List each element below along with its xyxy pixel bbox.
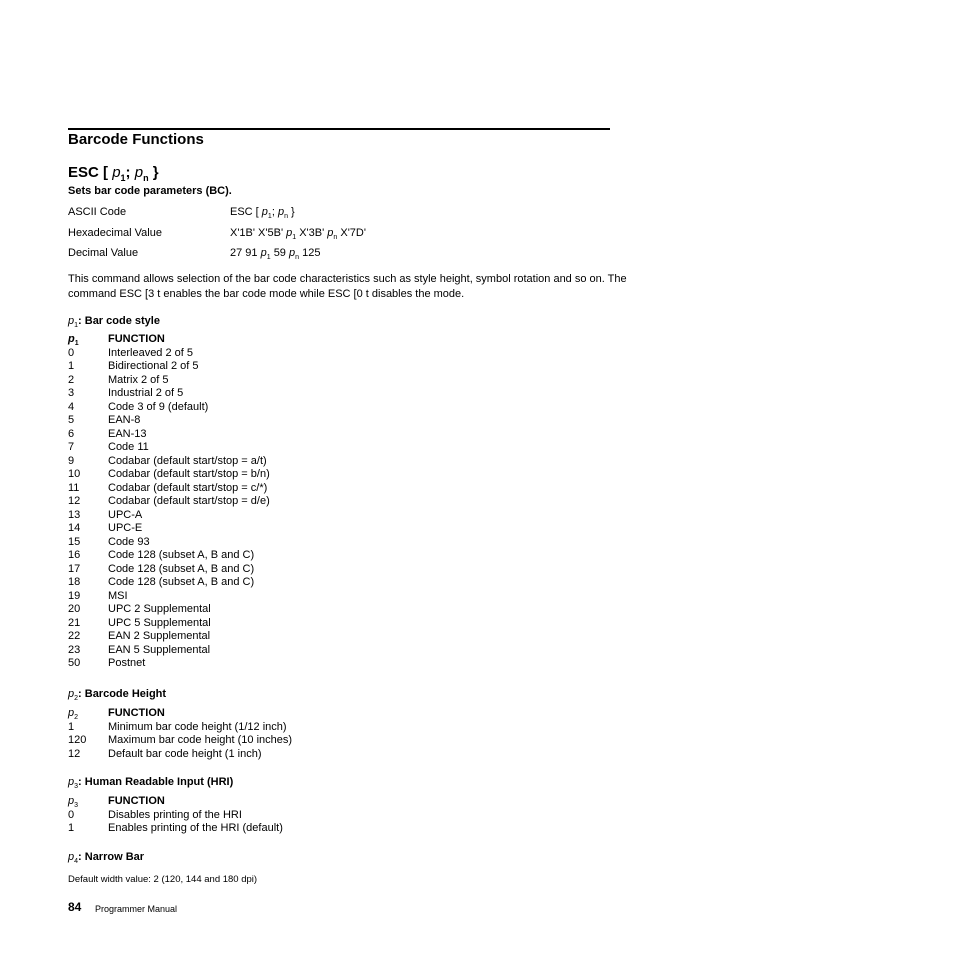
p1-row-value: 19 — [68, 589, 81, 602]
footer-manual-title: Programmer Manual — [95, 904, 178, 914]
p3-table-rows — [68, 809, 283, 836]
p1-row-function: Code 128 (subset A, B and C) — [108, 562, 255, 575]
ascii-pn: p — [277, 206, 285, 218]
p3-row-value: 0 — [68, 808, 75, 821]
ascii-value — [230, 205, 295, 219]
p3-table-row — [68, 822, 283, 836]
p2-table-rows — [68, 721, 292, 762]
dec-mid: 59 — [273, 247, 286, 259]
p3-row-value: 1 — [68, 822, 75, 834]
p1-row-function: EAN-13 — [108, 427, 147, 440]
p1-table-col1 — [68, 333, 108, 347]
ascii-sep: ; — [271, 206, 275, 218]
dec-p1: p — [260, 247, 267, 259]
p1-row-value: 3 — [68, 387, 75, 399]
hex-value — [230, 226, 366, 240]
p1-row-function: UPC-E — [108, 522, 143, 534]
hex-p1: p — [286, 227, 293, 239]
p1-row-value: 15 — [68, 535, 81, 548]
p1-heading-param: p — [68, 315, 75, 327]
hex-pre: X'1B' X'5B' — [230, 227, 284, 239]
p2-table-row — [68, 734, 292, 748]
p1-table-row — [68, 617, 270, 631]
p1-table-row — [68, 590, 270, 604]
p1-row-function: Codabar (default start/stop = b/n) — [108, 468, 270, 480]
p1-table-row — [68, 536, 270, 550]
p1-table-row — [68, 387, 270, 401]
p1-row-value: 6 — [68, 427, 75, 440]
p1-row-value: 11 — [68, 481, 80, 494]
p1-col1-text: p — [68, 333, 75, 345]
p1-table-row — [68, 644, 270, 658]
p1-row-function: Industrial 2 of 5 — [108, 387, 184, 399]
dec-post: 125 — [302, 247, 321, 259]
command-pn-sub: n — [143, 173, 149, 183]
p1-row-function: Codabar (default start/stop = c/*) — [108, 481, 268, 494]
p2-table-row — [68, 721, 292, 735]
p2-row-function: Default bar code height (1 inch) — [108, 747, 262, 760]
p1-row-function: Code 93 — [108, 535, 150, 548]
ascii-pn-sub: n — [284, 213, 288, 221]
p2-row-value: 120 — [68, 734, 87, 746]
p1-row-value: 16 — [68, 549, 81, 561]
p4-heading — [68, 850, 144, 864]
p1-row-value: 14 — [68, 522, 81, 534]
p1-table-row — [68, 630, 270, 644]
p2-table-row — [68, 748, 292, 762]
p1-row-function: Matrix 2 of 5 — [108, 373, 169, 386]
p1-row-function: Codabar (default start/stop = a/t) — [108, 454, 267, 467]
title-rule — [68, 128, 610, 130]
p3-table-col2: FUNCTION — [108, 795, 165, 807]
p4-heading-param: p — [68, 851, 75, 863]
ascii-post: } — [291, 206, 295, 218]
dec-pn-sub: n — [295, 254, 300, 262]
page-number: 84 — [68, 900, 82, 914]
description-paragraph: This command allows selection of the bar code characteristics such as style height, symbol rotation and so on. The command ESC [3 t enables the bar code mode while ESC [0 t disables the mode. — [68, 273, 627, 300]
p1-table-row — [68, 428, 270, 442]
p1-heading-param-sub: 1 — [74, 322, 79, 330]
p2-row-value: 12 — [68, 747, 81, 760]
p3-table — [68, 795, 283, 836]
p1-row-function: MSI — [108, 589, 128, 602]
p1-heading-text: : Bar code style — [78, 315, 160, 327]
hex-post: X'7D' — [340, 227, 366, 239]
p1-row-function: Code 128 (subset A, B and C) — [108, 576, 255, 588]
p1-table-row — [68, 657, 270, 671]
p1-table-row — [68, 374, 270, 388]
p1-row-function: Code 128 (subset A, B and C) — [108, 549, 255, 561]
p1-row-value: 7 — [68, 441, 75, 453]
p1-table-row — [68, 401, 270, 415]
p2-heading — [68, 687, 166, 701]
dec-pre: 27 91 — [230, 247, 258, 259]
p1-col1-sub: 1 — [74, 340, 79, 348]
p3-table-col1 — [68, 795, 108, 809]
p1-table-row — [68, 509, 270, 523]
p1-row-value: 12 — [68, 495, 81, 507]
p3-col1-sub: 3 — [74, 802, 79, 810]
p3-heading — [68, 775, 233, 789]
command-sep: ; — [125, 164, 131, 181]
p1-row-value: 18 — [68, 576, 81, 588]
command-title-suffix: } — [152, 164, 159, 181]
p1-table-row — [68, 603, 270, 617]
p1-table-row — [68, 360, 270, 374]
hex-label: Hexadecimal Value — [68, 227, 162, 239]
p1-table-col2: FUNCTION — [108, 333, 165, 345]
hex-p1-sub: 1 — [292, 234, 297, 242]
ascii-pre: ESC [ — [230, 206, 259, 218]
p1-table-row — [68, 522, 270, 536]
p1-row-value: 23 — [68, 643, 81, 656]
p4-heading-text: : Narrow Bar — [78, 851, 145, 863]
p2-table-col2: FUNCTION — [108, 707, 165, 719]
dec-label: Decimal Value — [68, 247, 139, 259]
dec-pn: p — [289, 247, 296, 259]
p1-row-function: UPC-A — [108, 508, 143, 521]
p3-table-row — [68, 809, 283, 823]
p1-row-function: Code 11 — [108, 441, 149, 453]
command-title — [68, 163, 159, 183]
p1-table-header — [68, 333, 270, 347]
p1-row-value: 0 — [68, 346, 75, 359]
p2-row-function: Minimum bar code height (1/12 inch) — [108, 720, 287, 733]
p1-table-row — [68, 482, 270, 496]
ascii-p1: p — [261, 206, 268, 218]
command-pn: p — [134, 164, 144, 181]
p1-row-function: Code 3 of 9 (default) — [108, 400, 209, 413]
p1-row-value: 2 — [68, 373, 75, 386]
p3-row-function: Enables printing of the HRI (default) — [108, 822, 283, 834]
p1-table-row — [68, 455, 270, 469]
p1-row-value: 1 — [68, 360, 75, 372]
p1-row-value: 13 — [68, 508, 81, 521]
p1-table-row — [68, 441, 270, 455]
p1-heading — [68, 314, 160, 328]
p1-row-function: Interleaved 2 of 5 — [108, 346, 194, 359]
dec-p1-sub: 1 — [266, 254, 271, 262]
p3-table-header — [68, 795, 283, 809]
p1-table-row — [68, 576, 270, 590]
p1-table-row — [68, 549, 270, 563]
p2-row-value: 1 — [68, 720, 75, 733]
command-p1: p — [112, 164, 121, 181]
p1-row-function: Postnet — [108, 657, 146, 669]
p1-row-value: 22 — [68, 630, 81, 642]
p3-heading-param: p — [68, 776, 75, 788]
p2-col1-text: p — [68, 707, 75, 719]
p1-table-row — [68, 468, 270, 482]
p1-row-value: 21 — [68, 616, 81, 629]
p2-heading-param: p — [68, 688, 75, 700]
p1-row-value: 17 — [68, 562, 81, 575]
p1-row-value: 50 — [68, 657, 81, 669]
p1-table — [68, 333, 270, 671]
p1-table-row — [68, 414, 270, 428]
command-p1-sub: 1 — [120, 173, 126, 183]
p1-row-value: 9 — [68, 454, 75, 467]
p2-col1-sub: 2 — [74, 714, 79, 722]
p2-heading-text: : Barcode Height — [78, 688, 167, 700]
hex-pn-sub: n — [333, 234, 338, 242]
p3-heading-param-sub: 3 — [74, 783, 79, 791]
p1-row-value: 20 — [68, 603, 81, 615]
p1-row-value: 10 — [68, 468, 81, 480]
p1-row-function: Codabar (default start/stop = d/e) — [108, 495, 270, 507]
p1-row-function: EAN 5 Supplemental — [108, 643, 211, 656]
hex-pn: p — [327, 227, 334, 239]
p1-table-row — [68, 563, 270, 577]
command-title-prefix: ESC [ — [68, 164, 109, 181]
p2-table-col1 — [68, 707, 108, 721]
command-subtitle: Sets bar code parameters (BC). — [68, 185, 232, 197]
p2-row-function: Maximum bar code height (10 inches) — [108, 734, 293, 746]
p1-table-row — [68, 495, 270, 509]
hex-mid: X'3B' — [299, 227, 325, 239]
p3-row-function: Disables printing of the HRI — [108, 808, 242, 821]
p4-heading-param-sub: 4 — [74, 858, 79, 866]
p1-table-rows — [68, 347, 270, 671]
p1-row-function: EAN 2 Supplemental — [108, 630, 211, 642]
p4-note: Default width value: 2 (120, 144 and 180 dpi) — [68, 874, 258, 885]
p1-row-function: Bidirectional 2 of 5 — [108, 360, 199, 372]
p3-col1-text: p — [68, 795, 75, 807]
p1-table-row — [68, 347, 270, 361]
p2-heading-param-sub: 2 — [74, 695, 79, 703]
section-title: Barcode Functions — [68, 131, 204, 148]
ascii-label: ASCII Code — [68, 206, 127, 218]
p1-row-function: UPC 5 Supplemental — [108, 616, 211, 629]
p2-table-header — [68, 707, 292, 721]
dec-value — [230, 246, 320, 260]
p1-row-function: UPC 2 Supplemental — [108, 603, 211, 615]
p1-row-function: EAN-8 — [108, 414, 141, 426]
p2-table — [68, 707, 292, 761]
p1-row-value: 5 — [68, 414, 75, 426]
p3-heading-text: : Human Readable Input (HRI) — [78, 776, 234, 788]
ascii-p1-sub: 1 — [267, 213, 272, 221]
p1-row-value: 4 — [68, 400, 75, 413]
